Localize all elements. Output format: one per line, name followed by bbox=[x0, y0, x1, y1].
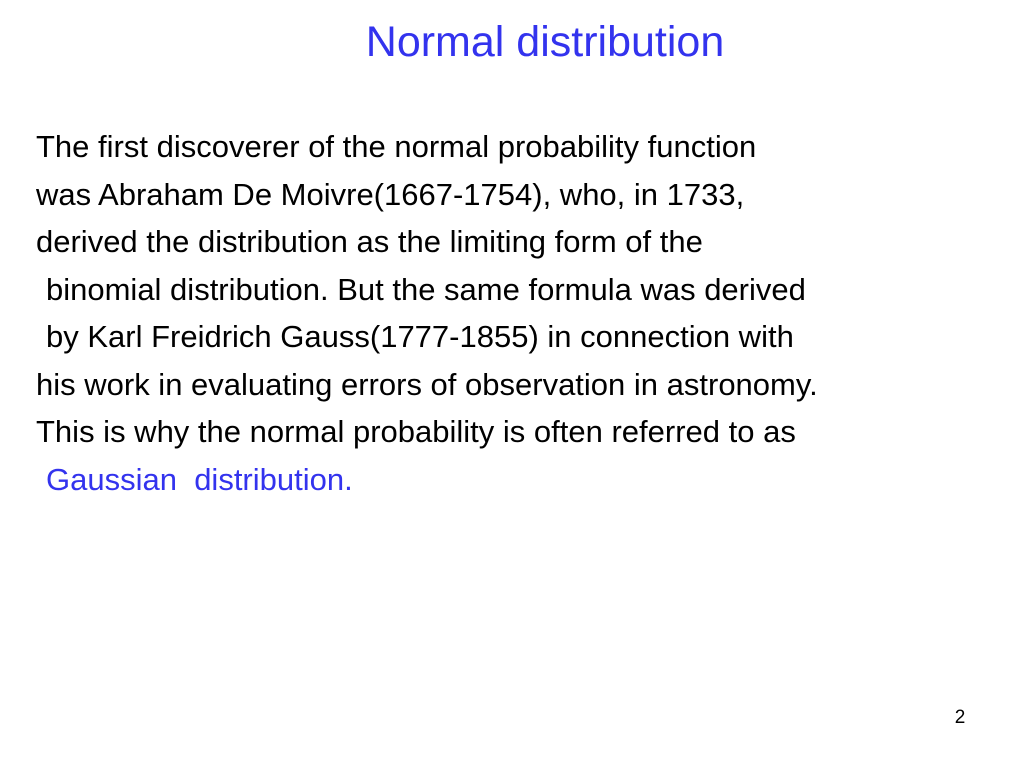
body-line-2: was Abraham De Moivre(1667-1754), who, in 1733, bbox=[36, 176, 745, 212]
page-number: 2 bbox=[954, 707, 966, 728]
body-line-4: binomial distribution. But the same formula was derived bbox=[46, 271, 806, 307]
slide-body bbox=[36, 123, 1024, 503]
body-line-1: The first discoverer of the normal probability function bbox=[36, 129, 757, 164]
body-line-6: his work in evaluating errors of observation in astronomy. bbox=[36, 366, 818, 402]
gaussian-distribution-highlight: Gaussian distribution. bbox=[46, 461, 353, 497]
slide-title: Normal distribution bbox=[365, 18, 725, 66]
body-line-5: by Karl Freidrich Gauss(1777-1855) in connection with bbox=[46, 319, 794, 354]
body-line-7: This is why the normal probability is often referred to as bbox=[36, 414, 796, 449]
body-line-3: derived the distribution as the limiting form of the bbox=[36, 224, 703, 259]
